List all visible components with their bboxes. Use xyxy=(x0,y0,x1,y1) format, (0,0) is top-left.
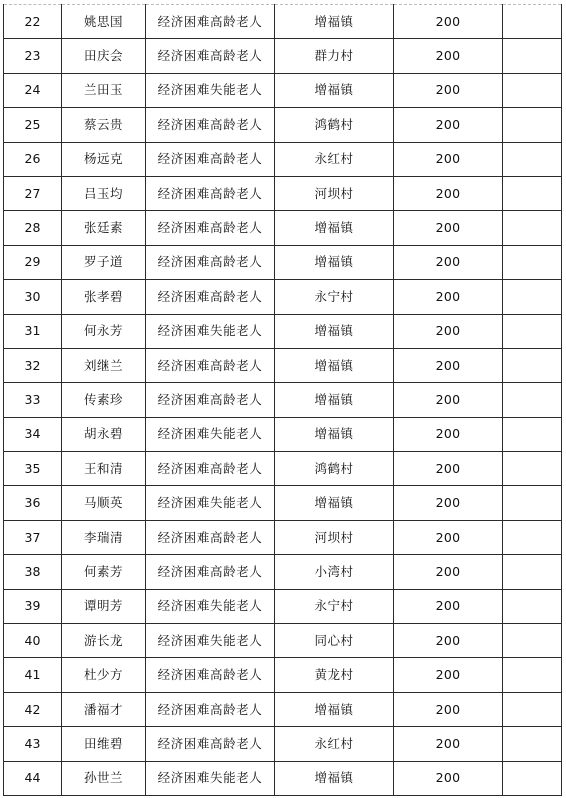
row-number: 40 xyxy=(4,624,62,658)
person-name: 游长龙 xyxy=(62,624,146,658)
table-row xyxy=(4,692,562,726)
table-row xyxy=(4,589,562,623)
subsidy-category: 经济困难失能老人 xyxy=(146,761,275,795)
table-row xyxy=(4,555,562,589)
table-row xyxy=(4,761,562,795)
row-number: 39 xyxy=(4,589,62,623)
table-row xyxy=(4,417,562,451)
table-row xyxy=(4,486,562,520)
subsidy-amount: 200 xyxy=(394,211,503,245)
row-number: 43 xyxy=(4,727,62,761)
subsidy-amount: 200 xyxy=(394,348,503,382)
row-number: 44 xyxy=(4,761,62,795)
row-number: 32 xyxy=(4,348,62,382)
person-name: 何素芳 xyxy=(62,555,146,589)
remark-cell xyxy=(503,142,562,176)
residence-location: 增福镇 xyxy=(275,73,394,107)
remark-cell xyxy=(503,73,562,107)
subsidy-amount: 200 xyxy=(394,624,503,658)
remark-cell xyxy=(503,314,562,348)
subsidy-amount: 200 xyxy=(394,5,503,39)
row-number: 41 xyxy=(4,658,62,692)
table-row xyxy=(4,39,562,73)
subsidy-category: 经济困难高龄老人 xyxy=(146,452,275,486)
subsidy-amount: 200 xyxy=(394,383,503,417)
subsidy-category: 经济困难高龄老人 xyxy=(146,280,275,314)
subsidy-amount: 200 xyxy=(394,761,503,795)
table-row xyxy=(4,5,562,39)
person-name: 马顺英 xyxy=(62,486,146,520)
row-number: 25 xyxy=(4,108,62,142)
person-name: 李瑞清 xyxy=(62,520,146,554)
row-number: 23 xyxy=(4,39,62,73)
row-number: 28 xyxy=(4,211,62,245)
subsidy-amount: 200 xyxy=(394,280,503,314)
remark-cell xyxy=(503,692,562,726)
residence-location: 增福镇 xyxy=(275,486,394,520)
residence-location: 永红村 xyxy=(275,142,394,176)
person-name: 吕玉均 xyxy=(62,176,146,210)
row-number: 35 xyxy=(4,452,62,486)
subsidy-category: 经济困难失能老人 xyxy=(146,73,275,107)
subsidy-amount: 200 xyxy=(394,520,503,554)
subsidy-category: 经济困难高龄老人 xyxy=(146,142,275,176)
subsidy-category: 经济困难失能老人 xyxy=(146,417,275,451)
subsidy-category: 经济困难高龄老人 xyxy=(146,383,275,417)
subsidy-amount: 200 xyxy=(394,727,503,761)
table-row xyxy=(4,211,562,245)
row-number: 34 xyxy=(4,417,62,451)
table-row xyxy=(4,727,562,761)
subsidy-amount: 200 xyxy=(394,452,503,486)
residence-location: 小湾村 xyxy=(275,555,394,589)
subsidy-category: 经济困难高龄老人 xyxy=(146,555,275,589)
subsidy-category: 经济困难高龄老人 xyxy=(146,5,275,39)
row-number: 42 xyxy=(4,692,62,726)
person-name: 何永芳 xyxy=(62,314,146,348)
person-name: 传素珍 xyxy=(62,383,146,417)
table-row xyxy=(4,245,562,279)
person-name: 罗子道 xyxy=(62,245,146,279)
subsidy-amount: 200 xyxy=(394,314,503,348)
remark-cell xyxy=(503,520,562,554)
residence-location: 增福镇 xyxy=(275,383,394,417)
row-number: 31 xyxy=(4,314,62,348)
subsidy-amount: 200 xyxy=(394,73,503,107)
remark-cell xyxy=(503,555,562,589)
residence-location: 群力村 xyxy=(275,39,394,73)
table-row xyxy=(4,624,562,658)
person-name: 王和清 xyxy=(62,452,146,486)
person-name: 杨远克 xyxy=(62,142,146,176)
remark-cell xyxy=(503,761,562,795)
residence-location: 河坝村 xyxy=(275,176,394,210)
row-number: 24 xyxy=(4,73,62,107)
person-name: 刘继兰 xyxy=(62,348,146,382)
residence-location: 增福镇 xyxy=(275,211,394,245)
remark-cell xyxy=(503,727,562,761)
subsidy-amount: 200 xyxy=(394,417,503,451)
subsidy-category: 经济困难失能老人 xyxy=(146,486,275,520)
residence-location: 增福镇 xyxy=(275,348,394,382)
table-row xyxy=(4,142,562,176)
subsidy-category: 经济困难高龄老人 xyxy=(146,658,275,692)
residence-location: 增福镇 xyxy=(275,761,394,795)
subsidy-category: 经济困难失能老人 xyxy=(146,589,275,623)
residence-location: 永宁村 xyxy=(275,280,394,314)
subsidy-amount: 200 xyxy=(394,108,503,142)
subsidy-category: 经济困难失能老人 xyxy=(146,624,275,658)
person-name: 潘福才 xyxy=(62,692,146,726)
table-row xyxy=(4,452,562,486)
remark-cell xyxy=(503,417,562,451)
row-number: 22 xyxy=(4,5,62,39)
subsidy-amount: 200 xyxy=(394,555,503,589)
residence-location: 增福镇 xyxy=(275,245,394,279)
row-number: 27 xyxy=(4,176,62,210)
residence-location: 鸿鹤村 xyxy=(275,452,394,486)
residence-location: 鸿鹤村 xyxy=(275,108,394,142)
person-name: 胡永碧 xyxy=(62,417,146,451)
residence-location: 增福镇 xyxy=(275,5,394,39)
remark-cell xyxy=(503,452,562,486)
remark-cell xyxy=(503,486,562,520)
subsidy-amount: 200 xyxy=(394,39,503,73)
subsidy-category: 经济困难高龄老人 xyxy=(146,692,275,726)
person-name: 田维碧 xyxy=(62,727,146,761)
subsidy-category: 经济困难高龄老人 xyxy=(146,245,275,279)
subsidy-amount: 200 xyxy=(394,245,503,279)
remark-cell xyxy=(503,348,562,382)
residence-location: 同心村 xyxy=(275,624,394,658)
remark-cell xyxy=(503,280,562,314)
person-name: 杜少方 xyxy=(62,658,146,692)
table-row xyxy=(4,108,562,142)
table-row xyxy=(4,658,562,692)
remark-cell xyxy=(503,211,562,245)
table-row xyxy=(4,520,562,554)
subsidy-roster-table xyxy=(3,4,562,796)
row-number: 30 xyxy=(4,280,62,314)
table-row xyxy=(4,348,562,382)
person-name: 孙世兰 xyxy=(62,761,146,795)
subsidy-amount: 200 xyxy=(394,142,503,176)
subsidy-amount: 200 xyxy=(394,589,503,623)
person-name: 谭明芳 xyxy=(62,589,146,623)
subsidy-category: 经济困难高龄老人 xyxy=(146,39,275,73)
table-row xyxy=(4,73,562,107)
table-row xyxy=(4,176,562,210)
row-number: 26 xyxy=(4,142,62,176)
person-name: 姚思国 xyxy=(62,5,146,39)
table-body xyxy=(4,5,562,796)
residence-location: 永红村 xyxy=(275,727,394,761)
row-number: 33 xyxy=(4,383,62,417)
document-page xyxy=(3,4,561,796)
row-number: 38 xyxy=(4,555,62,589)
person-name: 田庆会 xyxy=(62,39,146,73)
table-row xyxy=(4,314,562,348)
person-name: 蔡云贵 xyxy=(62,108,146,142)
remark-cell xyxy=(503,589,562,623)
remark-cell xyxy=(503,5,562,39)
subsidy-category: 经济困难高龄老人 xyxy=(146,176,275,210)
person-name: 张孝碧 xyxy=(62,280,146,314)
person-name: 张廷素 xyxy=(62,211,146,245)
residence-location: 增福镇 xyxy=(275,692,394,726)
remark-cell xyxy=(503,39,562,73)
subsidy-category: 经济困难高龄老人 xyxy=(146,727,275,761)
remark-cell xyxy=(503,624,562,658)
table-row xyxy=(4,383,562,417)
row-number: 37 xyxy=(4,520,62,554)
subsidy-category: 经济困难高龄老人 xyxy=(146,520,275,554)
subsidy-amount: 200 xyxy=(394,658,503,692)
subsidy-category: 经济困难失能老人 xyxy=(146,314,275,348)
remark-cell xyxy=(503,245,562,279)
residence-location: 增福镇 xyxy=(275,417,394,451)
subsidy-amount: 200 xyxy=(394,176,503,210)
subsidy-amount: 200 xyxy=(394,486,503,520)
remark-cell xyxy=(503,383,562,417)
person-name: 兰田玉 xyxy=(62,73,146,107)
residence-location: 增福镇 xyxy=(275,314,394,348)
residence-location: 永宁村 xyxy=(275,589,394,623)
subsidy-amount: 200 xyxy=(394,692,503,726)
table-row xyxy=(4,280,562,314)
subsidy-category: 经济困难高龄老人 xyxy=(146,348,275,382)
subsidy-category: 经济困难高龄老人 xyxy=(146,211,275,245)
residence-location: 黄龙村 xyxy=(275,658,394,692)
row-number: 36 xyxy=(4,486,62,520)
subsidy-category: 经济困难高龄老人 xyxy=(146,108,275,142)
remark-cell xyxy=(503,108,562,142)
remark-cell xyxy=(503,658,562,692)
remark-cell xyxy=(503,176,562,210)
row-number: 29 xyxy=(4,245,62,279)
residence-location: 河坝村 xyxy=(275,520,394,554)
